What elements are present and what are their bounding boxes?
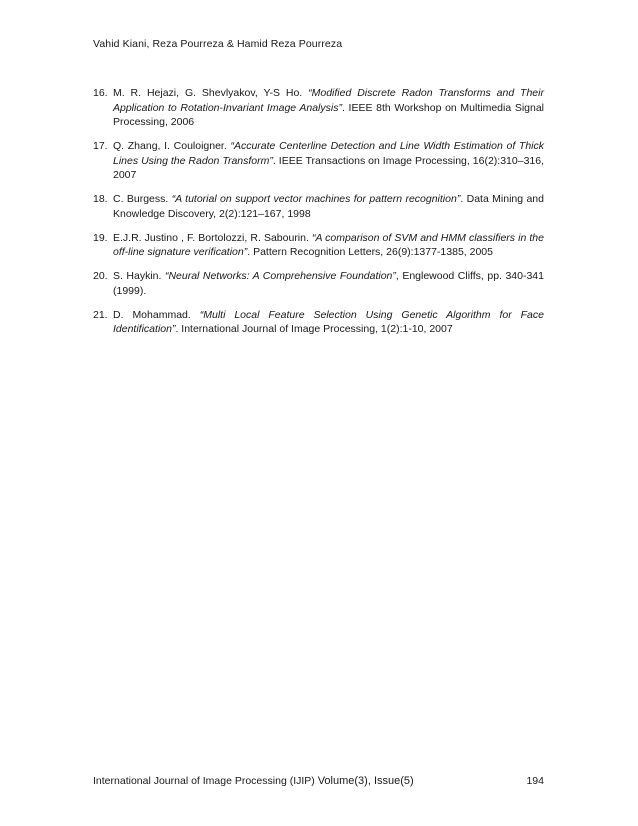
reference-title: “A tutorial on support vector machines for pattern recognition” [171,193,461,205]
footer-journal-name: International Journal of Image Processing (IJIP) [93,775,318,787]
reference-authors: E.J.R. Justino , F. Bortolozzi, R. Sabourin. [113,231,312,244]
reference-authors: M. R. Hejazi, G. Shevlyakov, Y-S Ho. [113,87,309,99]
reference-number: 17. [93,140,108,152]
reference-title: “Accurate Centerline Detection and Line Width Estimation of Thick Lines Using the Radon Transform” [113,140,545,167]
reference-item [93,192,544,221]
reference-title: “Modified Discrete Radon Transforms and Their Application to Rotation-Invariant Image Analysis” [113,87,544,114]
footer-journal [93,775,414,787]
page-footer [93,775,544,787]
reference-title: “Neural Networks: A Comprehensive Foundation” [164,270,396,282]
reference-authors: Q. Zhang, I. Couloigner. [113,140,231,152]
reference-source: . Pattern Recognition Letters, 26(9):1377-1385, 2005 [247,246,493,258]
reference-authors: D. Mohammad. [113,308,200,321]
reference-authors: S. Haykin. [113,270,165,282]
reference-number: 18. [93,193,108,205]
reference-item [93,86,544,130]
reference-number: 16. [93,87,108,99]
footer-volume-issue: Volume(3), Issue(5) [317,775,414,787]
reference-source: , Englewood Cliffs, pp. 340-341 (1999). [113,270,544,297]
reference-title: “A comparison of SVM and HMM classifiers in the off-line signature verification” [113,231,544,258]
reference-list [93,86,544,346]
reference-number: 21. [93,308,108,321]
reference-source: . International Journal of Image Processing, 1(2):1-10, 2007 [175,323,453,335]
reference-item [93,139,544,183]
reference-number: 19. [93,231,108,244]
reference-number: 20. [93,270,108,282]
reference-title: “Multi Local Feature Selection Using Genetic Algorithm for Face Identification” [113,308,544,335]
reference-source: . IEEE Transactions on Image Processing, 16(2):310–316, 2007 [113,154,544,181]
reference-item [93,231,544,260]
reference-source: . Data Mining and Knowledge Discovery, 2(2):121–167, 1998 [113,193,544,220]
reference-source: . IEEE 8th Workshop on Multimedia Signal Processing, 2006 [113,101,545,128]
reference-authors: C. Burgess. [113,193,172,205]
reference-item [93,308,544,337]
running-header: Vahid Kiani, Reza Pourreza & Hamid Reza Pourreza [93,38,343,50]
page-number: 194 [526,775,544,787]
reference-item [93,269,544,298]
